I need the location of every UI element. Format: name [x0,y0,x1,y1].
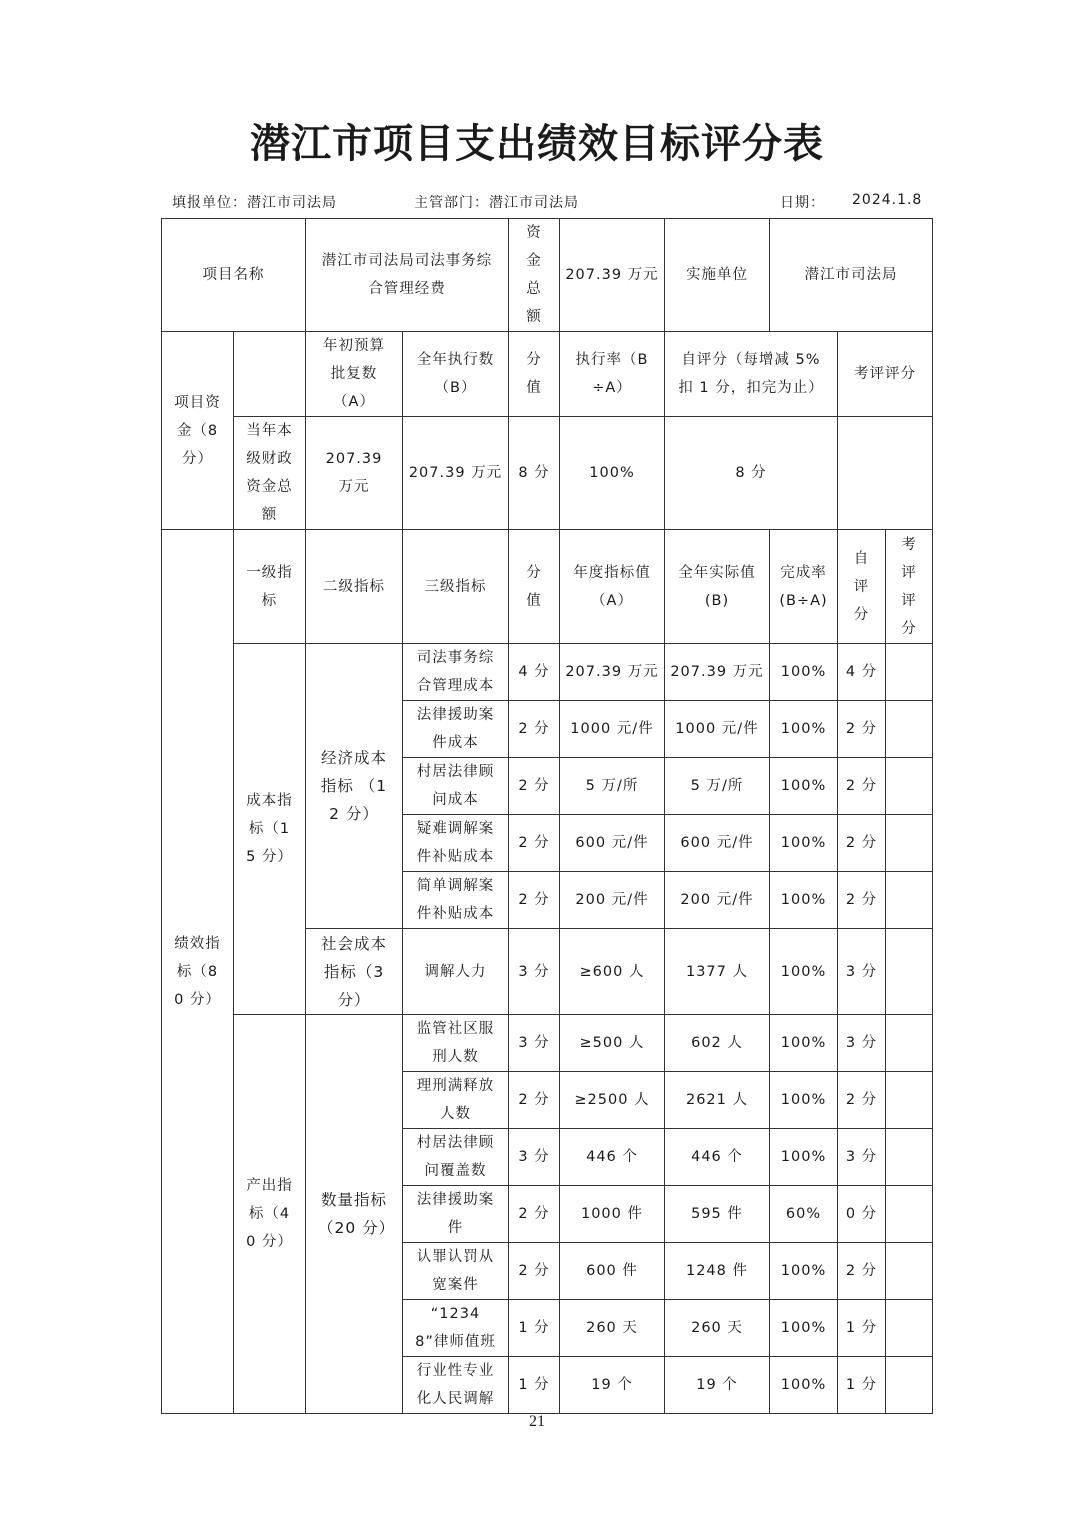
col-actual: 全年实际值(B) [665,530,770,644]
indicator-rate: 100% [770,644,838,701]
indicator-score: 3 分 [509,1015,560,1072]
col-budget: 年初预算批复数（A） [306,332,403,417]
funds-rate: 100% [560,417,665,530]
impl-unit-label: 实施单位 [665,219,770,332]
indicator-rate: 100% [770,815,838,872]
indicator-name: “12348”律师值班 [403,1300,509,1357]
indicator-score: 1 分 [509,1300,560,1357]
indicator-name: 司法事务综合管理成本 [403,644,509,701]
indicator-eval-score [886,929,933,1015]
page-number: 21 [529,1413,545,1430]
indicator-target: 200 元/件 [560,872,665,929]
indicator-target: 260 天 [560,1300,665,1357]
indicator-self-score: 1 分 [838,1300,886,1357]
indicator-rate: 100% [770,1015,838,1072]
indicator-self-score: 2 分 [838,758,886,815]
indicator-self-score: 2 分 [838,701,886,758]
indicator-target: 600 件 [560,1243,665,1300]
indicator-self-score: 3 分 [838,1015,886,1072]
date-value: 2024.1.8 [852,192,923,208]
indicator-name: 法律援助案件 [403,1186,509,1243]
indicator-actual: 595 件 [665,1186,770,1243]
col-self: 自评分 [838,530,886,644]
indicator-target: ≥600 人 [560,929,665,1015]
indicator-self-score: 2 分 [838,1072,886,1129]
fund-total-label: 资金总额 [509,219,560,332]
table-row [162,644,933,701]
indicator-name: 监管社区服刑人数 [403,1015,509,1072]
indicator-target: 5 万/所 [560,758,665,815]
indicator-actual: 1248 件 [665,1243,770,1300]
indicator-rate: 100% [770,872,838,929]
reporting-unit: 填报单位：潜江市司法局 [172,195,337,211]
impl-unit: 潜江市司法局 [770,219,933,332]
indicator-rate: 100% [770,758,838,815]
col-score: 分值 [509,332,560,417]
date-label: 日期： [780,195,825,211]
indicator-eval-score [886,1357,933,1414]
indicator-self-score: 4 分 [838,644,886,701]
indicator-score: 3 分 [509,1129,560,1186]
indicator-name: 调解人力 [403,929,509,1015]
funds-score: 8 分 [509,417,560,530]
funds-self-score: 8 分 [665,417,838,530]
indicator-score: 2 分 [509,1186,560,1243]
indicator-self-score: 3 分 [838,929,886,1015]
table-row [162,1015,933,1072]
indicator-rate: 100% [770,1357,838,1414]
indicator-actual: 200 元/件 [665,872,770,929]
funds-header-row [162,332,933,417]
indicator-actual: 207.39 万元 [665,644,770,701]
econ-cost-label: 经济成本指标 （12 分） [306,644,403,929]
indicator-rate: 100% [770,1072,838,1129]
col-self: 自评分（每增减 5%扣 1 分，扣完为止） [665,332,838,417]
col-l1: 一级指标 [234,530,306,644]
indicator-score: 2 分 [509,701,560,758]
indicator-self-score: 2 分 [838,815,886,872]
indicator-target: 1000 件 [560,1186,665,1243]
indicator-eval-score [886,1300,933,1357]
indicator-eval-score [886,872,933,929]
indicator-actual: 602 人 [665,1015,770,1072]
quantity-indicator-label: 数量指标（20 分） [306,1015,403,1414]
project-header-row [162,219,933,332]
indicator-eval-score [886,1186,933,1243]
supervising-dept: 主管部门：潜江市司法局 [414,195,579,211]
indicator-eval-score [886,701,933,758]
indicator-actual: 1377 人 [665,929,770,1015]
perf-header-row [162,530,933,644]
indicator-score: 1 分 [509,1357,560,1414]
col-eval: 考评评分 [838,332,933,417]
fund-total: 207.39 万元 [560,219,665,332]
col-score: 分值 [509,530,560,644]
indicator-rate: 100% [770,929,838,1015]
indicator-score: 3 分 [509,929,560,1015]
col-l3: 三级指标 [403,530,509,644]
col-exec: 全年执行数（B） [403,332,509,417]
indicator-self-score: 1 分 [838,1357,886,1414]
indicator-target: 1000 元/件 [560,701,665,758]
col-rate: 完成率(B÷A) [770,530,838,644]
funds-exec: 207.39 万元 [403,417,509,530]
indicator-name: 行业性专业化人民调解 [403,1357,509,1414]
indicator-target: 600 元/件 [560,815,665,872]
indicator-rate: 100% [770,1243,838,1300]
cost-indicator-label: 成本指标（15 分） [234,644,306,1015]
indicator-actual: 260 天 [665,1300,770,1357]
indicator-target: 446 个 [560,1129,665,1186]
indicator-eval-score [886,758,933,815]
indicator-rate: 60% [770,1186,838,1243]
funds-section-label: 项目资金（8 分） [162,332,234,530]
project-name: 潜江市司法局司法事务综合管理经费 [306,219,509,332]
indicator-name: 村居法律顾问覆盖数 [403,1129,509,1186]
indicator-score: 2 分 [509,815,560,872]
indicator-self-score: 3 分 [838,1129,886,1186]
indicator-score: 2 分 [509,872,560,929]
indicator-self-score: 0 分 [838,1186,886,1243]
indicator-score: 2 分 [509,1243,560,1300]
indicator-name: 理刑满释放人数 [403,1072,509,1129]
indicator-name: 法律援助案件成本 [403,701,509,758]
indicator-score: 2 分 [509,1072,560,1129]
col-target: 年度指标值（A） [560,530,665,644]
social-cost-label: 社会成本指标（3 分） [306,929,403,1015]
indicator-rate: 100% [770,1300,838,1357]
indicator-eval-score [886,1015,933,1072]
indicator-name: 简单调解案件补贴成本 [403,872,509,929]
indicator-target: 19 个 [560,1357,665,1414]
indicator-actual: 600 元/件 [665,815,770,872]
funds-blank-cell [234,332,306,417]
score-table [161,218,933,1414]
indicator-name: 认罪认罚从宽案件 [403,1243,509,1300]
funds-row-label: 当年本级财政资金总额 [234,417,306,530]
indicator-self-score: 2 分 [838,1243,886,1300]
indicator-target: ≥500 人 [560,1015,665,1072]
funds-value-row [162,417,933,530]
perf-section-label: 绩效指标（80 分） [162,530,234,1414]
indicator-actual: 446 个 [665,1129,770,1186]
funds-budget: 207.39 万元 [306,417,403,530]
col-eval: 考评评分 [886,530,933,644]
indicator-name: 村居法律顾问成本 [403,758,509,815]
indicator-eval-score [886,1243,933,1300]
indicator-rate: 100% [770,701,838,758]
indicator-score: 2 分 [509,758,560,815]
indicator-score: 4 分 [509,644,560,701]
indicator-target: ≥2500 人 [560,1072,665,1129]
col-l2: 二级指标 [306,530,403,644]
indicator-eval-score [886,815,933,872]
indicator-actual: 5 万/所 [665,758,770,815]
funds-eval-score [838,417,933,530]
indicator-name: 疑难调解案件补贴成本 [403,815,509,872]
indicator-self-score: 2 分 [838,872,886,929]
project-name-label: 项目名称 [162,219,306,332]
output-indicator-label: 产出指标（40 分） [234,1015,306,1414]
indicator-eval-score [886,1129,933,1186]
indicator-eval-score [886,1072,933,1129]
indicator-actual: 2621 人 [665,1072,770,1129]
indicator-eval-score [886,644,933,701]
indicator-actual: 1000 元/件 [665,701,770,758]
col-rate: 执行率（B÷A） [560,332,665,417]
page-title: 潜江市项目支出绩效目标评分表 [250,120,824,167]
indicator-target: 207.39 万元 [560,644,665,701]
form-meta [172,190,923,214]
indicator-actual: 19 个 [665,1357,770,1414]
indicator-rate: 100% [770,1129,838,1186]
